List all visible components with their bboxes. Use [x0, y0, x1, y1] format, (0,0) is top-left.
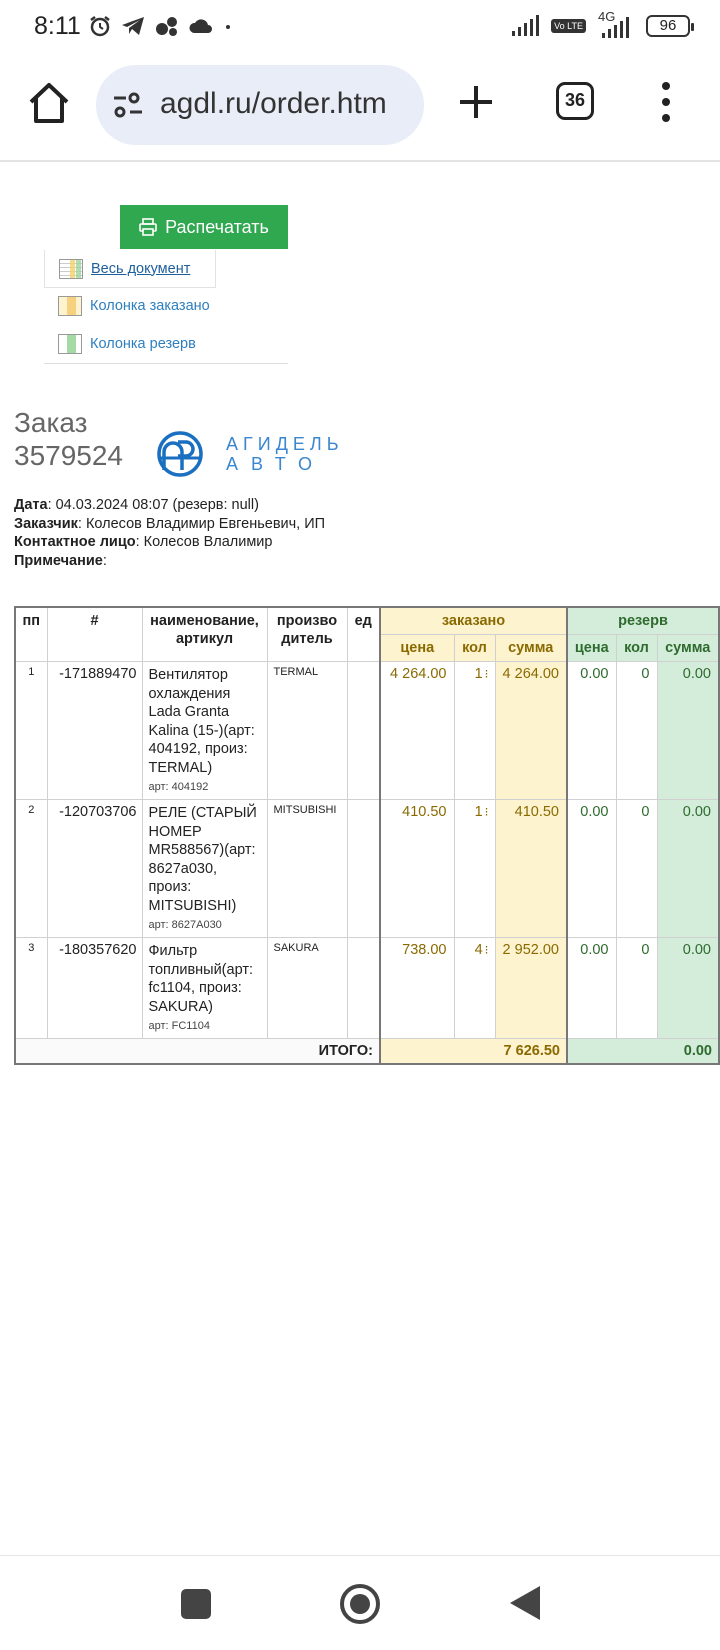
qty-cell[interactable]: 1 ⁝: [454, 662, 495, 800]
ordered-column-icon: [58, 296, 82, 316]
qty-cell[interactable]: 1 ⁝: [454, 800, 495, 938]
qty-cell[interactable]: 4 ⁝: [454, 938, 495, 1039]
whole-document-icon: [59, 259, 83, 279]
status-bar: [0, 0, 720, 52]
telegram-icon: [120, 14, 146, 38]
logo-mark-icon: [156, 430, 204, 478]
home-icon[interactable]: [26, 80, 72, 126]
order-note: Примечание:: [14, 552, 107, 569]
clock: 8:11: [34, 12, 81, 40]
col-reserve-qty: кол: [616, 635, 657, 662]
order-title: Заказ 3579524: [14, 407, 124, 471]
total-ordered: 7 626.50: [380, 1039, 567, 1065]
volte-badge: Vo LTE: [551, 19, 586, 33]
print-button-label: Распечатать: [165, 216, 269, 237]
col-group-reserve: резерв: [567, 607, 719, 635]
col-name: наименование, артикул: [142, 607, 267, 662]
agidel-avto-logo: АГИДЕЛЬ АВТО: [154, 428, 324, 480]
col-pp: пп: [15, 607, 47, 662]
order-customer: Заказчик: Колесов Владимир Евгеньевич, ИП: [14, 515, 326, 532]
table-row: 1 -171889470 Вентилятор охлаждения Lada Granta Kalina (15-)(арт: 404192, произ: TERMAL) арт: 404192 TERMAL 4 264.00 1 ⁝ 4 264.00 0.00 0 0.00: [15, 662, 719, 800]
battery-indicator: 96: [646, 15, 690, 37]
col-code: #: [47, 607, 142, 662]
network-type: 4G: [598, 9, 616, 24]
system-nav-bar: [0, 1555, 720, 1650]
col-ordered-sum: сумма: [495, 635, 567, 662]
recents-icon[interactable]: [180, 1588, 212, 1620]
community-icon: [154, 14, 180, 38]
print-button[interactable]: [120, 205, 288, 249]
print-option-whole-document[interactable]: Весь документ: [44, 250, 216, 288]
col-ordered-qty: кол: [454, 635, 495, 662]
tab-switcher-button[interactable]: 36: [556, 82, 594, 120]
col-group-ordered: заказано: [380, 607, 567, 635]
print-option-reserve-column[interactable]: Колонка резерв: [58, 332, 196, 356]
total-label: ИТОГО:: [15, 1039, 380, 1065]
reserve-column-icon: [58, 334, 82, 354]
order-date: Дата: 04.03.2024 08:07 (резерв: null): [14, 497, 259, 513]
col-reserve-sum: сумма: [657, 635, 719, 662]
col-unit: ед: [347, 607, 380, 662]
qty-menu-icon: ⁝: [484, 805, 489, 819]
total-reserve: 0.00: [567, 1039, 719, 1065]
signal-icon: [511, 15, 541, 37]
table-row: 3 -180357620 Фильтр топливный(арт: fc1104, произ: SAKURA) арт: FC1104 SAKURA 738.00 4 ⁝ 2 952.00 0.00 0 0.00: [15, 938, 719, 1039]
site-settings-icon[interactable]: [112, 92, 144, 118]
print-option-ordered-column[interactable]: Колонка заказано: [58, 294, 210, 318]
col-reserve-price: цена: [567, 635, 616, 662]
url-text[interactable]: agdl.ru/order.htm: [160, 87, 387, 120]
printer-icon: [139, 218, 157, 236]
new-tab-icon[interactable]: [456, 82, 496, 122]
col-ordered-price: цена: [380, 635, 454, 662]
back-nav-icon[interactable]: [508, 1584, 542, 1622]
table-row: 2 -120703706 РЕЛЕ (СТАРЫЙ НОМЕР MR588567)(арт: 8627a030, произ: MITSUBISHI) арт: 8627A030 MITSUBISHI 410.50 1 ⁝ 410.50 0.00 0 0.00: [15, 800, 719, 938]
qty-menu-icon: ⁝: [484, 943, 489, 957]
dot-icon: [222, 16, 234, 36]
print-options-menu: [44, 250, 288, 364]
qty-menu-icon: ⁝: [484, 667, 489, 681]
more-menu-icon[interactable]: [660, 80, 672, 124]
browser-toolbar: [0, 52, 720, 162]
address-bar[interactable]: [96, 65, 424, 145]
total-row: [15, 1039, 719, 1065]
col-maker: произво дитель: [267, 607, 347, 662]
home-nav-icon[interactable]: [338, 1582, 382, 1626]
order-number: 3579524: [14, 440, 124, 471]
order-items-table: [14, 606, 720, 1065]
alarm-icon: [88, 14, 112, 38]
cloud-icon: [188, 16, 214, 36]
order-details: [14, 496, 344, 570]
signal-4g-icon: [596, 9, 636, 39]
order-contact: Контактное лицо: Колесов Влалимир: [14, 534, 273, 550]
